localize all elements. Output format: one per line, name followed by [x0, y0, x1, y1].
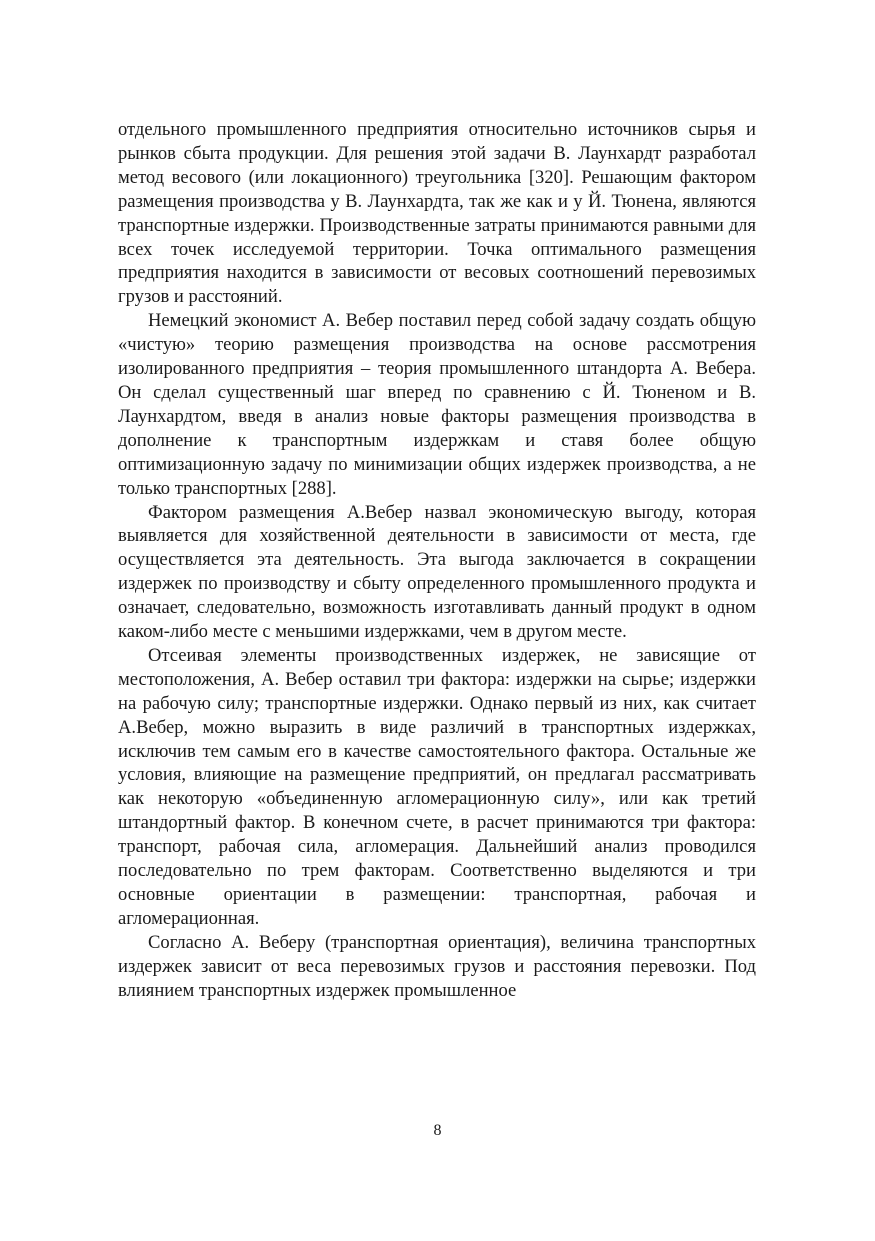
paragraph-1: отдельного промышленного предприятия относительно источников сырья и рынков сбыта продукции. Для решения этой задачи В. Лаунхардт разработал метод весового (или локационного) треугольника [320]. Решающим фактором размещения производства у В. Лаунхардта, так же как и у Й. Тюнена, являются транспортные издержки. Производственные затраты принимаются равными для всех точек исследуемой территории. Точка оптимального размещения предприятия находится в зависимости от весовых соотношений перевозимых грузов и расстояний.: [118, 119, 756, 308]
page-body: [118, 118, 756, 1003]
paragraph-3: Фактором размещения А.Вебер назвал экономическую выгоду, которая выявляется для хозяйственной деятельности в зависимости от места, где осуществляется эта деятельность. Эта выгода заключается в сокращении издержек по производству и сбыту определенного промышленного продукта и означает, следовательно, возможность изготавливать данный продукт в одном каком-либо месте с меньшими издержками, чем в другом месте.: [118, 501, 756, 643]
paragraph-2: Немецкий экономист А. Вебер поставил перед собой задачу создать общую «чистую» теорию размещения производства на основе рассмотрения изолированного предприятия – теория промышленного штандорта А. Вебера. Он сделал существенный шаг вперед по сравнению с Й. Тюненом и В. Лаунхардтом, введя в анализ новые факторы размещения производства в дополнение к транспортным издержкам и ставя более общую оптимизационную задачу по минимизации общих издержек производства, а не только транспортных [288].: [118, 310, 756, 499]
paragraph-5: Согласно А. Веберу (транспортная ориентация), величина транспортных издержек зависит от веса перевозимых грузов и расстояния перевозки. Под влиянием транспортных издержек промышленное: [118, 931, 756, 1001]
page-number: 8: [433, 1122, 442, 1139]
paragraph-4: Отсеивая элементы производственных издержек, не зависящие от местоположения, А. Вебер оставил три фактора: издержки на сырье; издержки на рабочую силу; транспортные издержки. Однако первый из них, как считает А.Вебер, можно выразить в виде различий в транспортных издержках, исключив тем самым его в качестве самостоятельного фактора. Остальные же условия, влияющие на размещение предприятий, он предлагал рассматривать как некоторую «объединенную агломерационную силу», или как третий штандортный фактор. В конечном счете, в расчет принимаются три фактора: транспорт, рабочая сила, агломерация. Дальнейший анализ проводился последовательно по трем факторам. Соответственно выделяются и три основные ориентации в размещении: транспортная, рабочая и агломерационная.: [118, 644, 756, 929]
